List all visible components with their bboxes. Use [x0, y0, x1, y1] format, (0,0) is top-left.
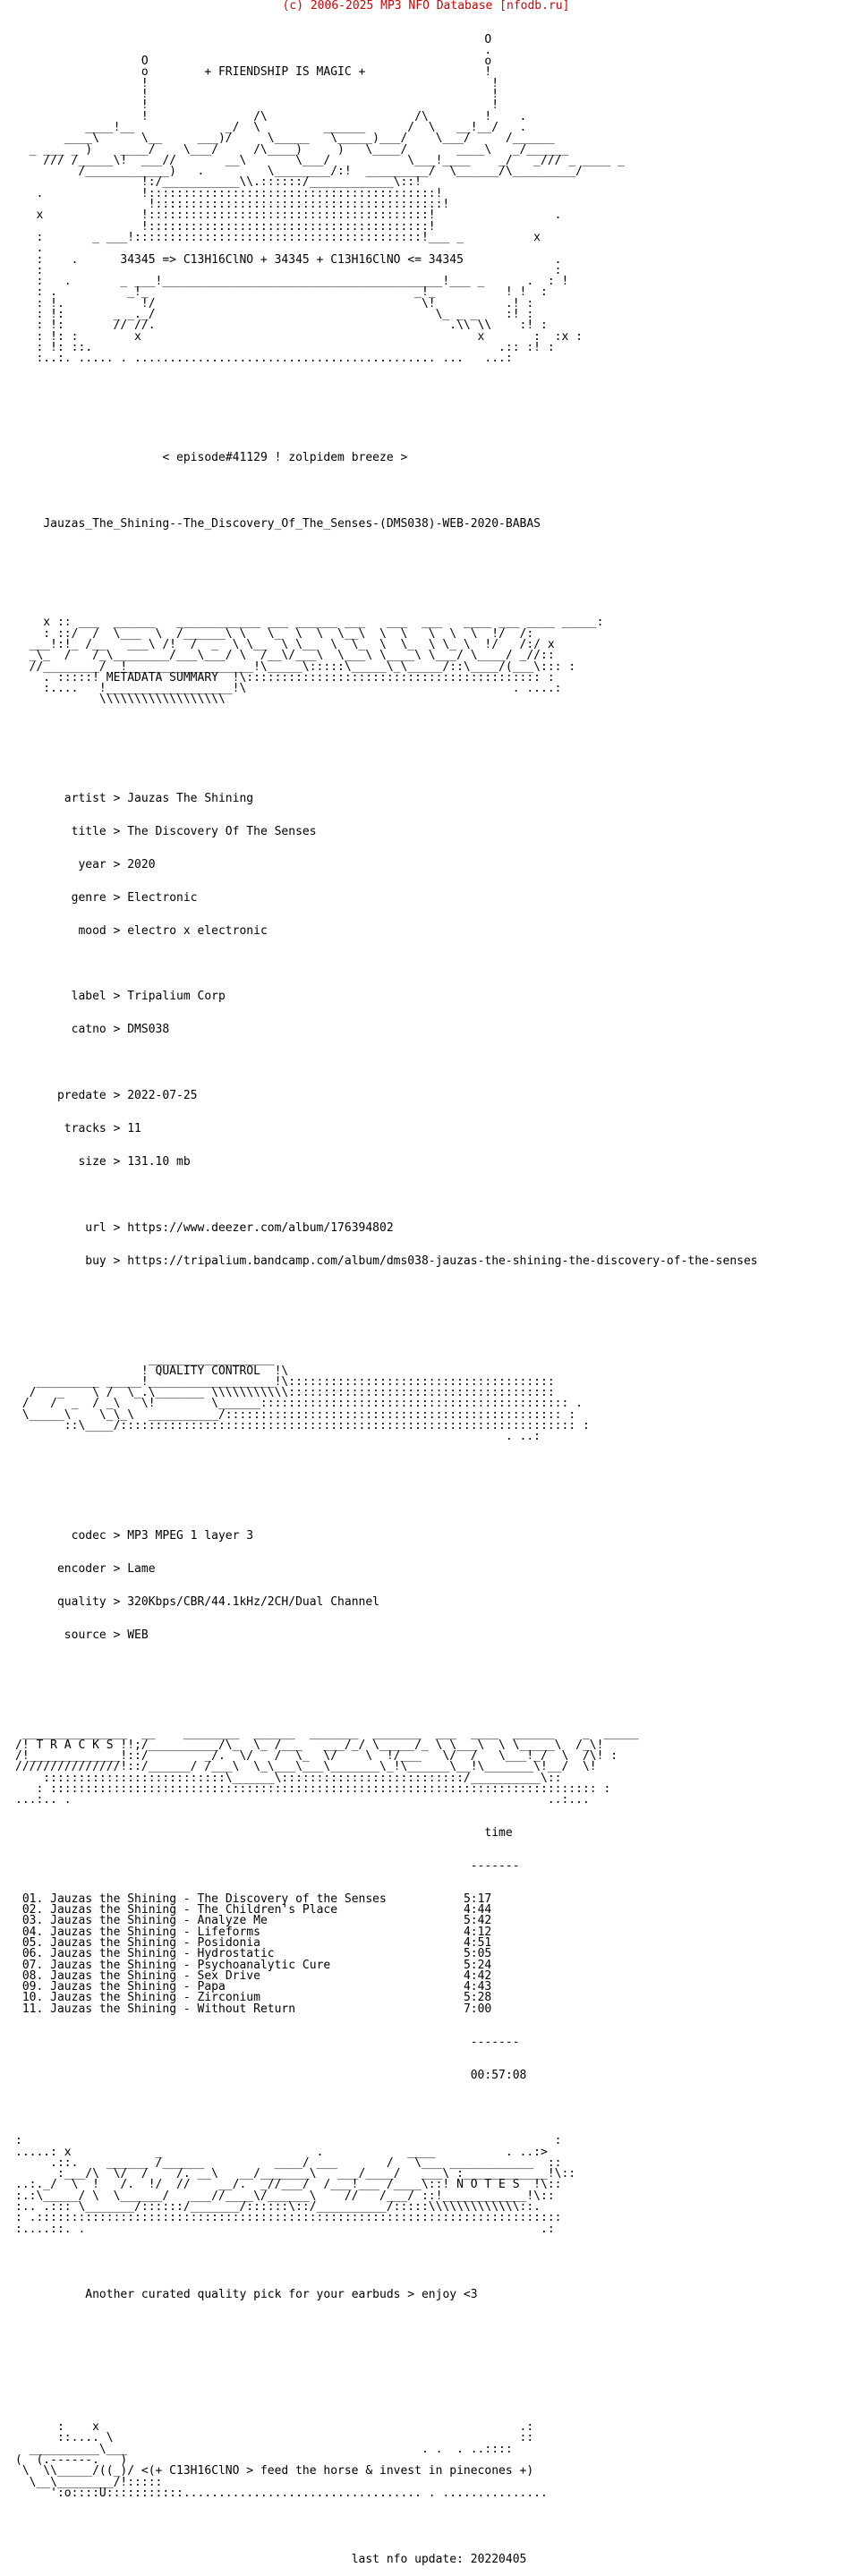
track-time: 5:28 [463, 1991, 492, 2005]
track-row: 11. Jauzas the Shining - Without Return 7:00 [21, 2002, 492, 2016]
quality-banner-line: / / _ / _\ \! \______:::::::::::::::::::::::::::::::::::::::::::: . [15, 1397, 583, 1411]
header-art-line: : _ ___!:::::::::::::::::::::::::::::::::::::::::!___ _ x [15, 230, 541, 244]
track-title: Without Return [197, 2002, 296, 2016]
track-time: 5:05 [463, 1947, 492, 1961]
meta-genre: genre > Electronic [15, 890, 198, 905]
quality-source: source > WEB [15, 1628, 149, 1642]
header-art-line: . [15, 43, 492, 57]
bandcamp-link[interactable]: https://tripalium.bandcamp.com/album/dms038-jauzas-the-shining-the-discovery-of-the-senses [127, 1254, 758, 1268]
notes-text: Another curated quality pick for your earbuds > enjoy <3 [85, 2288, 478, 2302]
meta-mood: mood > electro x electronic [15, 923, 268, 938]
header-art-line: : !. !/ \! .! : [15, 296, 534, 310]
quality-banner [15, 1355, 848, 1442]
track-number: 11. [21, 2002, 44, 2016]
notes-banner-line: : .::::::::::::::::::::::::::::::::::::::::::::::::::::::::::::::::::::::::::: [15, 2211, 562, 2225]
footer-art-line: \ \\_____/((_)/ <(+ C13H16ClNO > feed the horse & invest in pinecones +) [15, 2464, 534, 2478]
track-number: 05. [21, 1935, 44, 1950]
release-name: Jauzas_The_Shining--The_Discovery_Of_The_Senses-(DMS038)-WEB-2020-BABAS [43, 516, 541, 531]
copyright-notice: (c) 2006-2025 MP3 NFO Database [nfodb.ru] [282, 0, 570, 13]
meta-year: year > 2020 [15, 857, 156, 871]
track-list [15, 1894, 848, 2015]
track-time: 5:24 [463, 1958, 492, 1972]
quality-quality: quality > 320Kbps/CBR/44.1kHz/2CH/Dual Channel [15, 1594, 379, 1609]
track-artist: Jauzas the Shining [50, 1980, 177, 1994]
meta-size: size > 131.10 mb [15, 1154, 191, 1169]
track-time: 7:00 [463, 2002, 492, 2016]
track-number: 04. [21, 1925, 44, 1939]
tracks-banner-line: /!_____________!::/ _/. \/ / \_ \/ \ !/___ \/ / \___!_/ \ /\! : [15, 1748, 618, 1763]
tracks-banner-line: ::::::::::::::::::::::::::\______\::::::::::::::::::::::::::/__________\:: [15, 1771, 562, 1785]
tracks-banner-line: _______________ __ ________ ______ _______ _______ ___ ____ ______ _ _____ [15, 1727, 639, 1741]
notes-banner [15, 2136, 848, 2235]
header-art-line: : !: : x x : :x : [15, 329, 583, 344]
header-art-line: : . _ ___!________________________________________!___ _ . : ! [15, 275, 569, 289]
metadata-banner-line: //________/ !__________________!\_____\:::::\_____\_\_____/::\____/(___\::: : [15, 659, 576, 674]
quality-banner-line: __________________ [15, 1353, 275, 1367]
metadata-banner-line: x :: ___ ______ ____________ ___ ______ ___ ___ ___ ____ ___ ____ _____: [15, 616, 604, 630]
header-art-line: ! /\ /\ ! . [15, 109, 527, 123]
tracks-banner-line: ///////////////!::/______/ /___\ \_\___\___\_______\_!\______\__!\_______\!__/ \! [15, 1760, 597, 1774]
meta-buy: buy > https://tripalium.bandcamp.com/album/dms038-jauzas-the-shining-the-discovery-of-the-senses [15, 1254, 758, 1268]
track-time: 4:42 [463, 1968, 492, 1983]
meta-predate: predate > 2022-07-25 [15, 1089, 198, 1103]
header-art-line: : !: _ _._/ \_ _ _ :! : [15, 308, 534, 322]
meta-artist: artist > Jauzas The Shining [15, 792, 254, 806]
notes-banner-line: .::. ______ /______ ____/ ___ / \___ ____________ :: [15, 2155, 562, 2170]
footer-art-line: ':o::::U:::::::::::.................................. . ............... [15, 2486, 548, 2500]
notes-banner-line: :....::. . .: [15, 2222, 555, 2236]
header-art-line: : . _!_ _!_ ! ! : [15, 285, 548, 300]
tracks-banner [15, 1729, 848, 1806]
track-time: 4:51 [463, 1935, 492, 1950]
track-time: 4:12 [463, 1925, 492, 1939]
metadata-banner-line: : ::/ / \___ \ /______\ \ \_ \ \ \__\ \ \ \ \ \ !/ /: [15, 626, 534, 641]
track-number: 08. [21, 1968, 44, 1983]
track-title: Lifeforms [197, 1925, 260, 1939]
track-title: Papa [197, 1980, 226, 1994]
track-title: Posidonia [197, 1935, 260, 1950]
notes-banner-line: :.:\_____/ \ \______/ ___//____\/______\ // /___/ ::!____________!\:: [15, 2189, 555, 2203]
metadata-banner [15, 617, 848, 705]
track-number: 01. [21, 1892, 44, 1906]
track-number: 10. [21, 1991, 44, 2005]
track-artist: Jauzas the Shining [50, 1903, 177, 1917]
track-title: Sex Drive [197, 1968, 260, 1983]
track-row: 03. Jauzas the Shining - Analyze Me 5:42 [21, 1914, 492, 1928]
episode-line: < episode#41129 ! zolpidem breeze > [162, 450, 408, 464]
track-time: 4:43 [463, 1980, 492, 1994]
quality-encoder: encoder > Lame [15, 1561, 156, 1576]
track-artist: Jauzas the Shining [50, 1991, 177, 2005]
notes-banner-line: : : [15, 2134, 562, 2148]
footer-art-line: __________\___ . . . ..:::: [15, 2442, 513, 2456]
track-title: Zirconium [197, 1991, 260, 2005]
footer-art-line: \__\________/!::::: [15, 2475, 163, 2489]
track-row: 09. Jauzas the Shining - Papa 4:43 [21, 1980, 492, 1994]
notes-banner-line: :___/\ \/ / /. __\ __/_______\ ___/____/ ___\ :____________!\:: [15, 2167, 576, 2181]
header-art-line: :..:. ..... . ........................................... ... ...: [15, 352, 513, 366]
track-title: The Discovery of the Senses [197, 1892, 387, 1906]
meta-title: title > The Discovery Of The Senses [15, 824, 317, 838]
track-number: 09. [21, 1980, 44, 1994]
notes-banner-line: ..:._/ \ ! /. !/ // __/. _//___/ /___!___ /____\::! N O T E S !\:: [15, 2178, 562, 2192]
header-art-line: . [15, 242, 44, 256]
header-art-line: _ ___ _ ) ____/ \___/ /\____) ) \____/ ____\ _/______ [15, 142, 569, 157]
track-row: 04. Jauzas the Shining - Lifeforms 4:12 [21, 1925, 492, 1939]
quality-codec: codec > MP3 MPEG 1 layer 3 [15, 1528, 254, 1543]
notes-banner-line: :.. .::: \_______/::::::/_______/::::::\::/__________/:::::\\\\\\\\\\\\\::. [15, 2200, 541, 2215]
quality-banner-line: ! QUALITY CONTROL !\ [15, 1364, 289, 1378]
track-time: 5:17 [463, 1892, 492, 1906]
track-artist: Jauzas the Shining [50, 1958, 177, 1972]
track-number: 02. [21, 1903, 44, 1917]
footer-art [15, 2422, 848, 2499]
metadata-banner-line: _\_ / /_\________/___\___/ \ /__\/___\ \___\ \____\ \___/ \____/ _//:: [15, 649, 555, 663]
track-artist: Jauzas the Shining [50, 1892, 177, 1906]
track-time: 5:42 [463, 1914, 492, 1928]
metadata-banner-line: ___!:!_ /__ ___\ /! / _ \ \__ \ \__ \ \_ \ \_ \ \_ \ !/ /:/ x [15, 637, 555, 651]
header-art-line: ! ! [15, 98, 499, 113]
track-title: Hydrostatic [197, 1947, 275, 1961]
tracks-time-header: time [484, 1825, 513, 1840]
track-artist: Jauzas the Shining [50, 1968, 177, 1983]
track-number: 03. [21, 1914, 44, 1928]
header-art-line: : . 34345 => C13H16ClNO + 34345 + C13H16ClNO <= 34345 . [15, 252, 562, 267]
track-row: 07. Jauzas the Shining - Psychoanalytic Cure 5:24 [21, 1958, 492, 1972]
header-art-line: O [15, 32, 492, 47]
track-row: 10. Jauzas the Shining - Zirconium 5:28 [21, 1991, 492, 2005]
notes-banner-line: .....: x _ . ____ . ..:> [15, 2145, 548, 2159]
header-art-line: ! ! [15, 88, 499, 102]
track-artist: Jauzas the Shining [50, 1947, 177, 1961]
track-row: 01. Jauzas the Shining - The Discovery of the Senses 5:17 [21, 1892, 492, 1906]
header-art-line: ! ! [15, 76, 499, 90]
tracks-banner-line: : :::::::::::::::::::::::::::::::::::::::::::::::::::::::::::::::::::::::::::::: : [15, 1781, 611, 1796]
track-title: The Children's Place [197, 1903, 338, 1917]
track-row: 08. Jauzas the Shining - Sex Drive 4:42 [21, 1968, 492, 1983]
header-art [15, 32, 848, 366]
header-art-line: x !::::::::::::::::::::::::::::::::::::::::! . [15, 208, 562, 223]
meta-catno: catno > DMS038 [15, 1023, 170, 1037]
total-time: 00:57:08 [470, 2068, 527, 2082]
tracks-divider-top: ------- [470, 1858, 520, 1873]
track-row: 06. Jauzas the Shining - Hydrostatic 5:05 [21, 1947, 492, 1961]
tracks-banner-line: /! T R A C K S !!;/__________/\_ \_ /___ ___/_/ \_____/_ \ \___\ \ \_____\ /_\! [15, 1738, 604, 1752]
track-time: 4:44 [463, 1903, 492, 1917]
tracks-banner-line: ...:.. . ..:... [15, 1793, 590, 1807]
nfo-document [15, 13, 848, 2576]
meta-url: url > https://www.deezer.com/album/176394802 [15, 1220, 394, 1235]
header-art-line: ____\ \__ ___)/ \_____ \_____)___/ \___/ /______ [15, 132, 555, 146]
track-artist: Jauzas the Shining [50, 1914, 177, 1928]
quality-banner-line: . ..: [15, 1430, 541, 1444]
meta-tracks: tracks > 11 [15, 1121, 141, 1135]
header-art-line: /// /_____\! ___// __\ \___/ \___!____ _/ _/// _ ____ _ [15, 153, 625, 167]
header-art-line: : !: ::. .:: :! : [15, 340, 555, 354]
header-art-line: !::::::::::::::::::::::::::::::::::::::::! [15, 219, 436, 234]
meta-label: label > Tripalium Corp [15, 990, 226, 1004]
metadata-banner-line: :.... !__________________!\ . ....: [15, 682, 562, 696]
footer-art-line: : x .: [15, 2420, 534, 2435]
header-art-line: o + FRIENDSHIP IS MAGIC + ! [15, 65, 492, 80]
track-row: 02. Jauzas the Shining - The Children's Place 4:44 [21, 1903, 492, 1917]
track-row: 05. Jauzas the Shining - Posidonia 4:51 [21, 1935, 492, 1950]
header-art-line: ____!__ _/ \ ______ / \ __!__/ . [15, 120, 527, 134]
header-art-line: . !:::::::::::::::::::::::::::::::::::::::::! [15, 186, 443, 200]
track-title: Analyze Me [197, 1914, 268, 1928]
track-number: 07. [21, 1958, 44, 1972]
header-art-line: !:::::::::::::::::::::::::::::::::::::::::! [15, 198, 450, 212]
header-art-line: : !: // //. .\\ \\ :! : [15, 319, 548, 333]
quality-banner-line: _________ _____!__________________!\:::::::::::::::::::::::::::::::::::::: [15, 1374, 555, 1389]
track-artist: Jauzas the Shining [50, 1925, 177, 1939]
metadata-banner-line: . :::::! METADATA SUMMARY !\:::::::::::::::::::::::::::::::::::::::::: : [15, 670, 555, 684]
header-art-line: !:/___________\\.::::::/____________\::! [15, 175, 422, 190]
track-artist: Jauzas the Shining [50, 1935, 177, 1950]
quality-banner-line: ::\____/::::::::::::::::::::::::::::::::::::::::::::::::::::::::::::::::: : [15, 1419, 590, 1433]
track-title: Psychoanalytic Cure [197, 1958, 331, 1972]
track-pad [295, 2002, 464, 2016]
track-artist: Jauzas the Shining [50, 2002, 177, 2016]
footer-art-line: ( (.------. ) [15, 2453, 128, 2467]
header-art-line: /____________) . \________/:! _________/ \______/\_________/ [15, 165, 583, 179]
quality-banner-line: \_____\ \_\_\ __________/:::::::::::::::::::::::::::::::::::::::::::::::: : [15, 1407, 576, 1422]
header-art-line: O o [15, 55, 492, 69]
metadata-banner-line: \\\\\\\\\\\\\\\\\\ [15, 693, 226, 707]
deezer-link[interactable]: https://www.deezer.com/album/176394802 [127, 1220, 394, 1235]
last-update: last nfo update: 20220405 [351, 2552, 527, 2566]
track-number: 06. [21, 1947, 44, 1961]
header-art-line: : : [15, 263, 562, 277]
quality-banner-line: / _ \ / \_.\_______ \\\\\\\\\\\:::::::::::::::::::::::::::::::::::::: [15, 1386, 555, 1400]
tracks-divider-bottom: ------- [470, 2035, 520, 2049]
footer-art-line: ::.... \ :: [15, 2431, 534, 2445]
